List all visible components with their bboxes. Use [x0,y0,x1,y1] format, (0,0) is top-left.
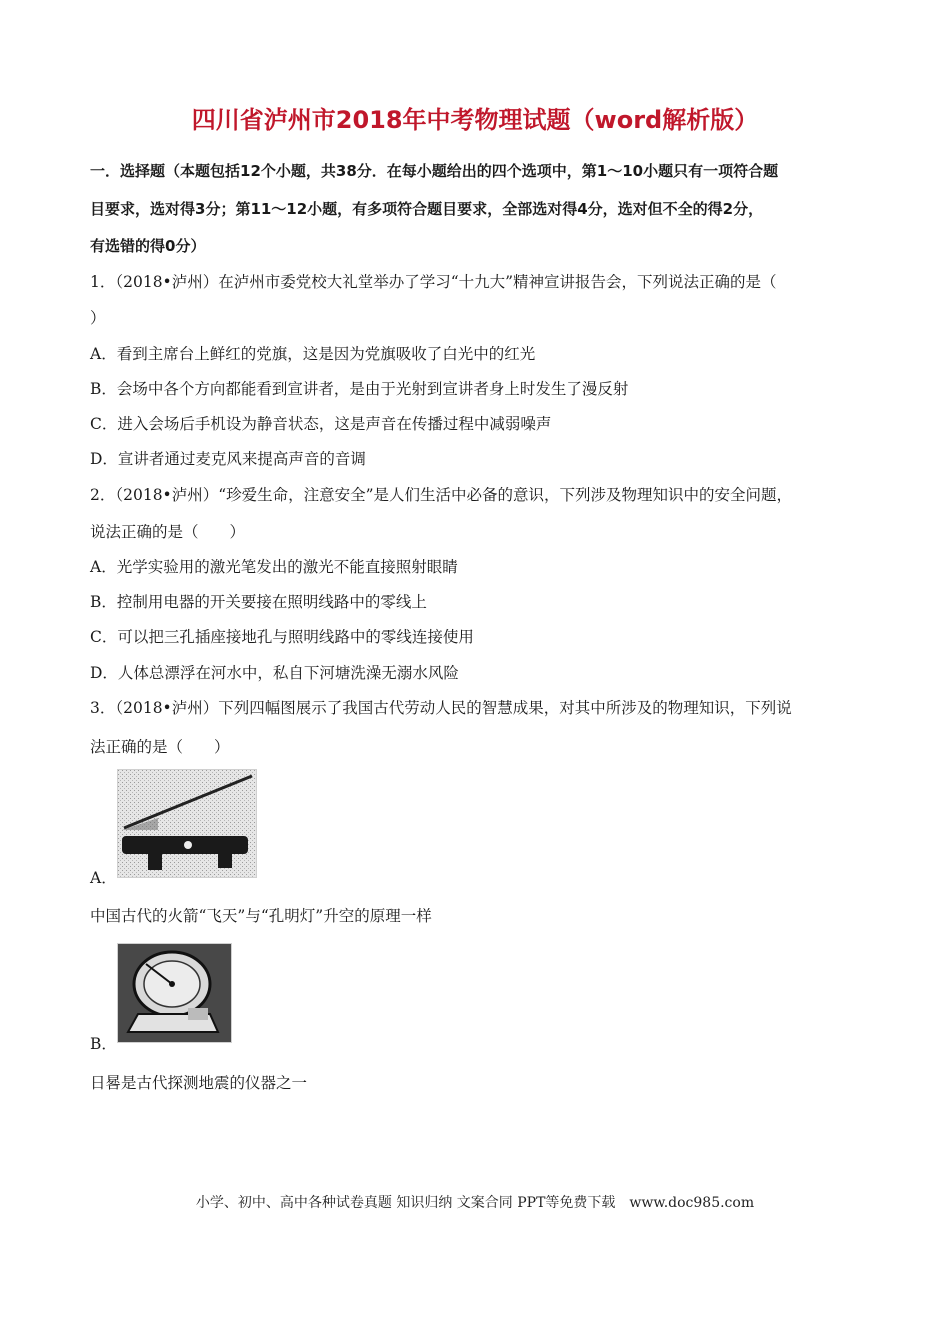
question-1-option-b: B．会场中各个方向都能看到宣讲者，是由于光射到宣讲者身上时发生了漫反射 [90,380,629,398]
question-3-option-b-label: B． [90,1035,117,1053]
sundial-figure [117,943,232,1043]
question-2-option-a: A．光学实验用的激光笔发出的激光不能直接照射眼睛 [90,558,458,576]
question-2-stem-cont: 说法正确的是（ ） [90,523,246,541]
question-3-stem-cont: 法正确的是（ ） [90,738,230,756]
question-1-option-d: D．宣讲者通过麦克风来提高声音的音调 [90,450,366,468]
question-1-stem: 1．（2018•泸州）在泸州市委党校大礼堂举办了学习“十九大”精神宣讲报告会，下列说法正确的是（ [90,273,777,291]
question-2-option-c: C．可以把三孔插座接地孔与照明线路中的零线连接使用 [90,628,474,646]
section-header-line-3: 有选错的得0分） [90,237,206,255]
page-footer: 小学、初中、高中各种试卷真题 知识归纳 文案合同 PPT等免费下载 www.doc985.com [195,1195,755,1211]
question-3-option-b-text: 日晷是古代探测地震的仪器之一 [90,1074,308,1092]
rocket-figure [117,769,257,878]
document-title: 四川省泸州市2018年中考物理试题（word解析版） [191,106,759,134]
section-header-line-2: 目要求，选对得3分；第11～12小题，有多项符合题目要求，全部选对得4分，选对但不全的得2分， [90,200,764,218]
question-1-option-a: A．看到主席台上鲜红的党旗，这是因为党旗吸收了白光中的红光 [90,345,536,363]
question-3-option-a-label: A． [90,869,117,887]
question-2-stem: 2．（2018•泸州）“珍爱生命，注意安全”是人们生活中必备的意识，下列涉及物理知识中的安全问题， [90,486,793,504]
question-2-option-b: B．控制用电器的开关要接在照明线路中的零线上 [90,593,427,611]
section-header-line-1: 一．选择题（本题包括12个小题，共38分．在每小题给出的四个选项中，第1～10小题只有一项符合题 [90,162,779,180]
question-2-option-d: D．人体总漂浮在河水中，私自下河塘洗澡无溺水风险 [90,664,459,682]
question-1-option-c: C．进入会场后手机设为静音状态，这是声音在传播过程中减弱噪声 [90,415,552,433]
question-1-stem-cont: ） [90,309,106,327]
question-3-stem: 3．（2018•泸州）下列四幅图展示了我国古代劳动人民的智慧成果，对其中所涉及的物理知识，下列说 [90,699,792,717]
question-3-option-a-text: 中国古代的火箭“飞天”与“孔明灯”升空的原理一样 [90,907,432,925]
